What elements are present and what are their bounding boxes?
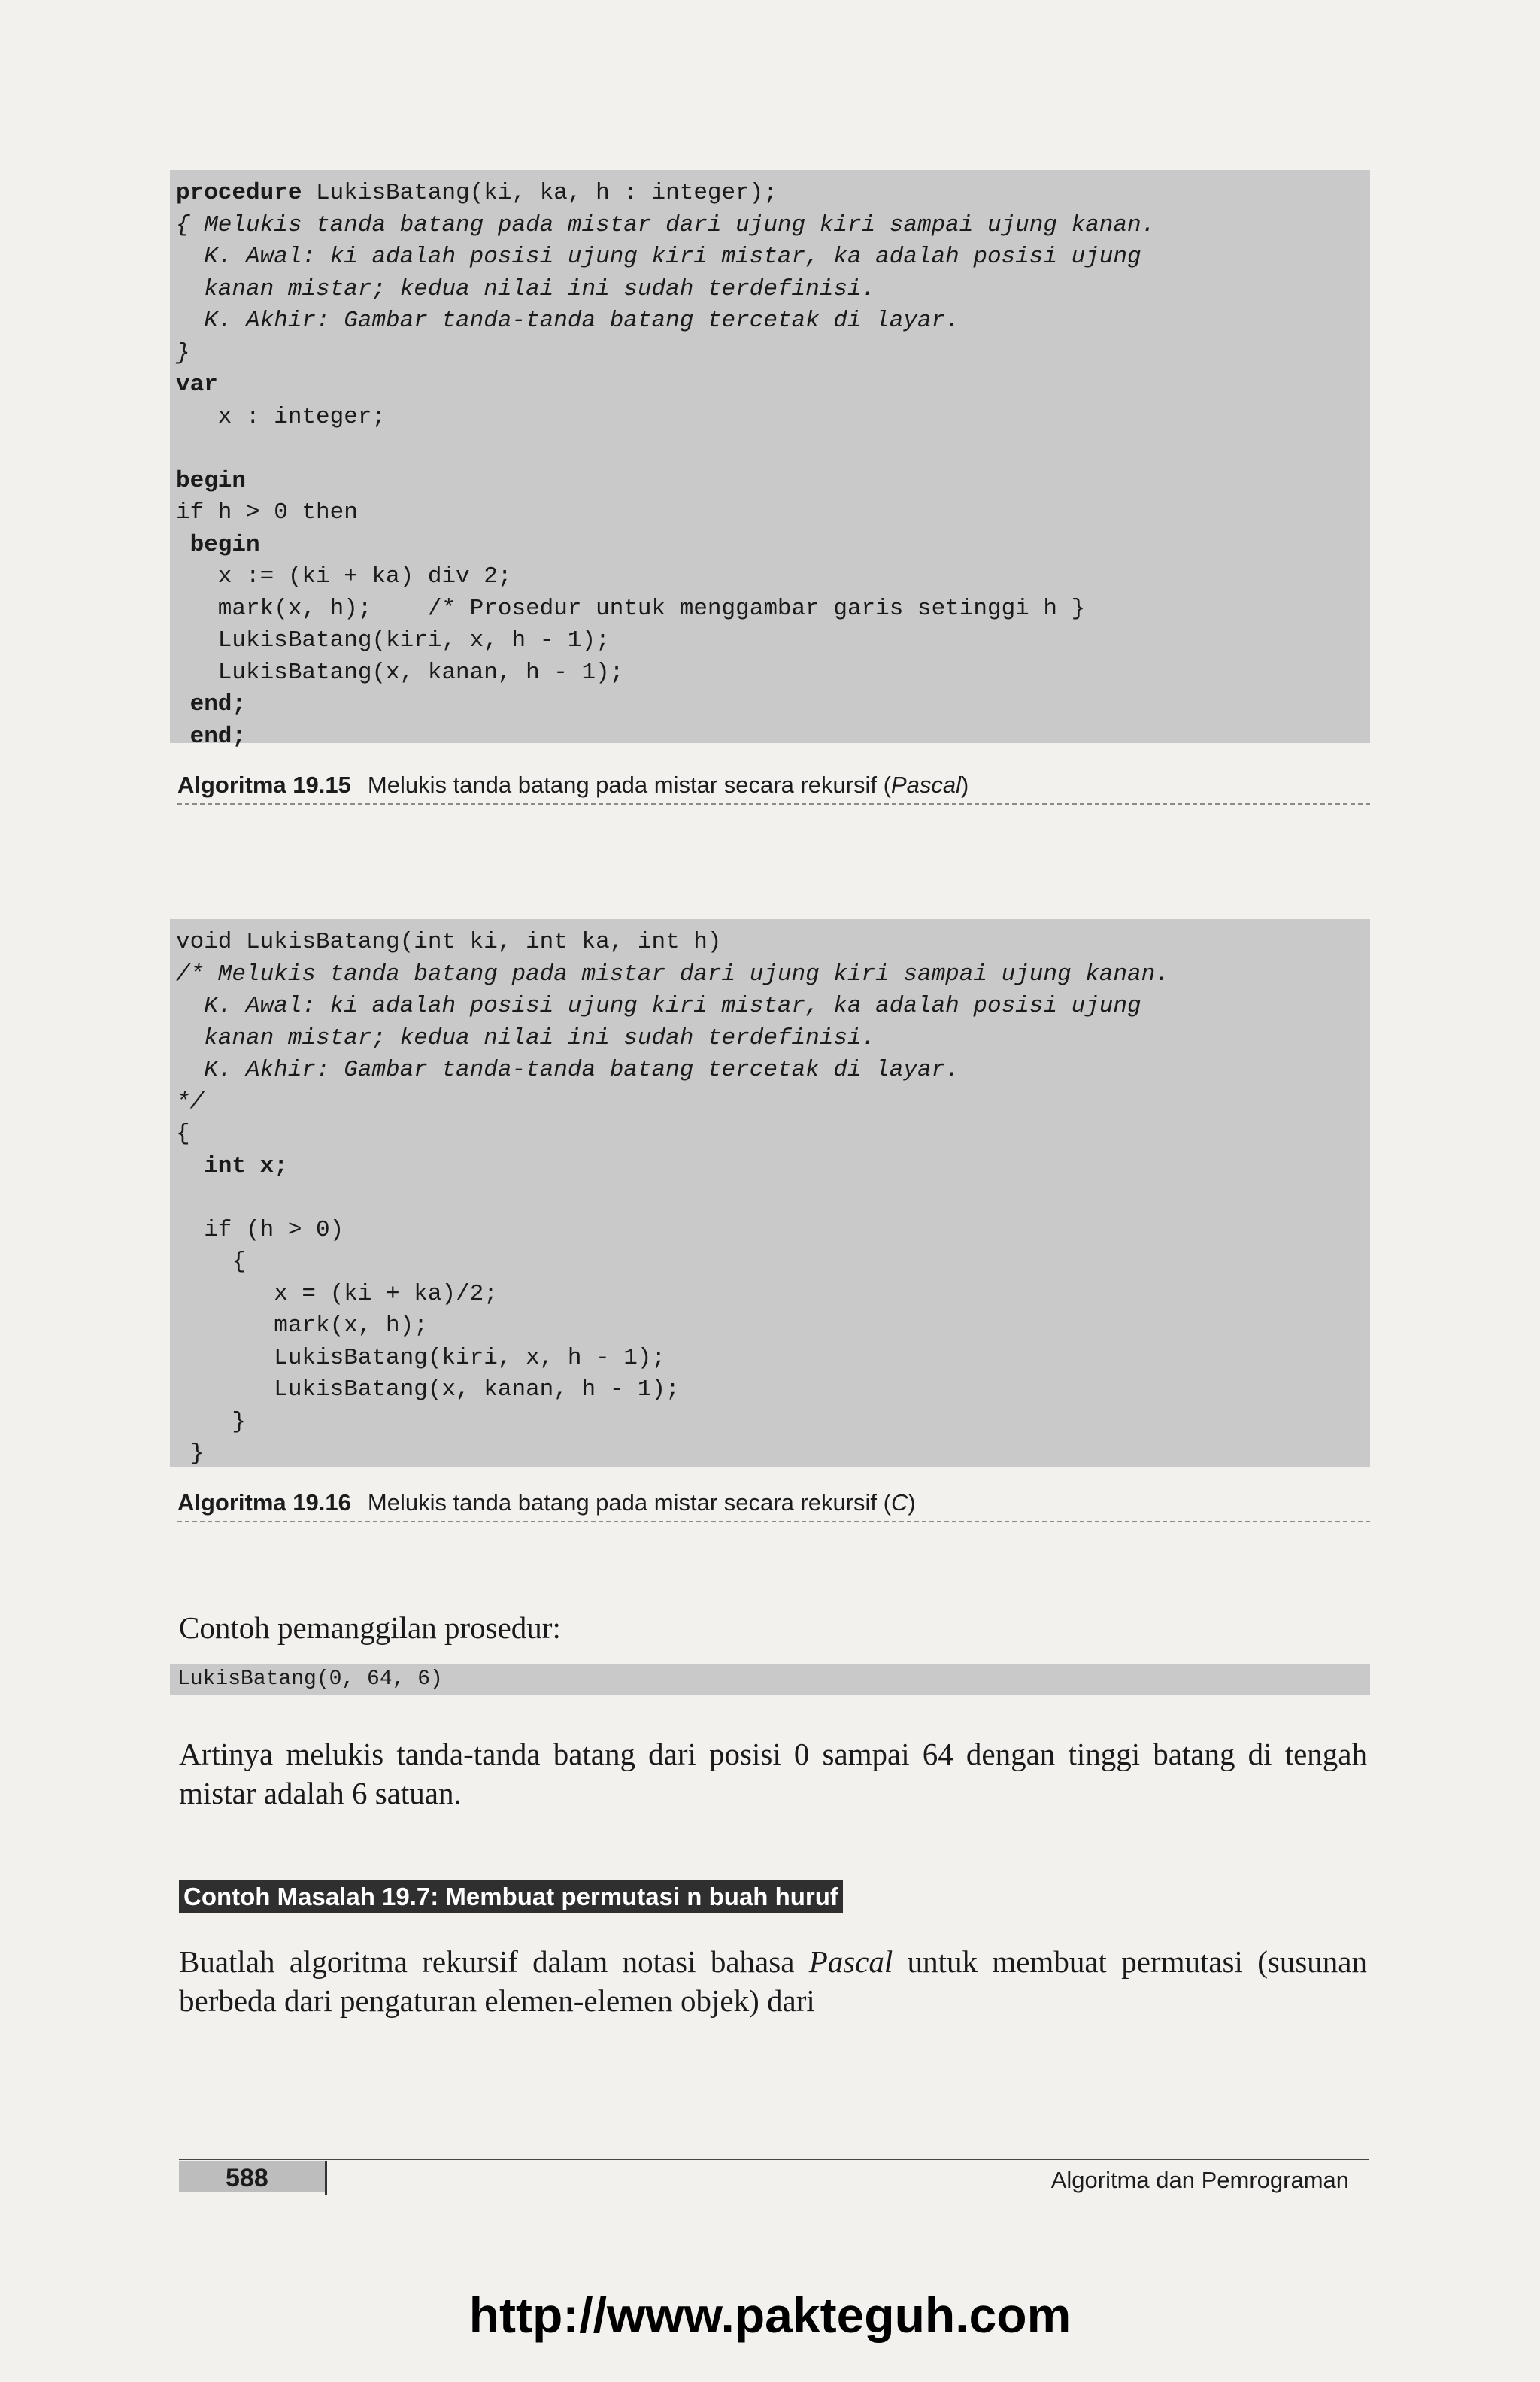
code-line: kanan mistar; kedua nilai ini sudah terdefinisi. bbox=[176, 275, 876, 302]
code-line: LukisBatang(kiri, x, h - 1); bbox=[176, 627, 610, 654]
code-line: LukisBatang(kiri, x, h - 1); bbox=[176, 1344, 666, 1371]
example-call-code: LukisBatang(0, 64, 6) bbox=[170, 1664, 1370, 1695]
code-line bbox=[176, 433, 1370, 466]
footer-rule bbox=[179, 2159, 1369, 2160]
code-line: void LukisBatang(int ki, int ka, int h) bbox=[176, 929, 722, 955]
code-line: mark(x, h); bbox=[176, 1312, 428, 1339]
code-line: if (h > 0) bbox=[176, 1216, 344, 1243]
book-title: Algoritma dan Pemrograman bbox=[1050, 2167, 1349, 2193]
algorithm-caption-c bbox=[177, 1488, 1370, 1522]
code-line: mark(x, h); /* Prosedur untuk menggambar garis setinggi h } bbox=[176, 595, 1086, 622]
code-line: K. Akhir: Gambar tanda-tanda batang tercetak di layar. bbox=[176, 308, 959, 334]
code-line: x : integer; bbox=[176, 403, 387, 430]
code-line: x = (ki + ka)/2; bbox=[176, 1280, 498, 1307]
caption-language: Pascal bbox=[890, 772, 962, 798]
example-heading: Contoh pemanggilan prosedur: bbox=[179, 1610, 561, 1645]
caption-number: Algoritma 19.15 bbox=[177, 772, 351, 798]
caption-language: C bbox=[890, 1489, 908, 1516]
section-banner: Contoh Masalah 19.7: Membuat permutasi n buah huruf bbox=[179, 1880, 843, 1913]
caption-close: ) bbox=[961, 772, 969, 798]
code-line: if h > 0 then bbox=[176, 499, 358, 526]
code-text: LukisBatang(ki, ka, h : integer); bbox=[316, 180, 778, 206]
pascal-code-block bbox=[170, 170, 1370, 750]
watermark-url: http://www.pakteguh.com bbox=[468, 2287, 1072, 2343]
code-line: LukisBatang(x, kanan, h - 1); bbox=[176, 1376, 680, 1403]
code-line: end; bbox=[176, 723, 247, 750]
explanation-paragraph: Artinya melukis tanda-tanda batang dari posisi 0 sampai 64 dengan tinggi batang di tengah mistar adalah 6 satuan. bbox=[179, 1737, 1367, 1810]
code-line bbox=[176, 1182, 1370, 1215]
code-line: procedure LukisBatang(ki, ka, h : integer); bbox=[176, 180, 778, 206]
code-line: begin bbox=[176, 467, 247, 494]
problem-language: Pascal bbox=[808, 1944, 893, 1979]
code-line: /* Melukis tanda batang pada mistar dari ujung kiri sampai ujung kanan. bbox=[176, 960, 1169, 988]
code-line: kanan mistar; kedua nilai ini sudah terdefinisi. bbox=[176, 1024, 876, 1051]
caption-number: Algoritma 19.16 bbox=[177, 1489, 351, 1516]
code-line: end; bbox=[176, 691, 247, 718]
caption-close: ) bbox=[908, 1489, 916, 1516]
footer-divider bbox=[325, 2161, 327, 2195]
code-line: { bbox=[176, 1249, 247, 1275]
caption-text: Melukis tanda batang pada mistar secara rekursif ( bbox=[367, 1489, 891, 1516]
code-line: x := (ki + ka) div 2; bbox=[176, 563, 512, 590]
code-line: } bbox=[176, 1440, 205, 1467]
caption-text: Melukis tanda batang pada mistar secara rekursif ( bbox=[367, 772, 891, 798]
problem-paragraph bbox=[179, 1942, 1367, 2020]
code-line: K. Awal: ki adalah posisi ujung kiri mistar, ka adalah posisi ujung bbox=[176, 244, 1141, 270]
code-line: } bbox=[176, 1408, 247, 1435]
problem-text-start: Buatlah algoritma rekursif dalam notasi bahasa bbox=[179, 1944, 809, 1979]
page-number: 588 bbox=[226, 2164, 268, 2192]
code-line: { bbox=[176, 1121, 190, 1147]
code-line: begin bbox=[176, 531, 260, 558]
code-line: LukisBatang(x, kanan, h - 1); bbox=[176, 659, 624, 686]
code-line: int x; bbox=[176, 1152, 288, 1179]
problem-text-end: untuk membuat permutasi (susunan berbeda dari pengaturan elemen-elemen objek) dari bbox=[179, 1944, 1367, 2018]
code-line: */ bbox=[176, 1088, 205, 1115]
code-line: K. Awal: ki adalah posisi ujung kiri mistar, ka adalah posisi ujung bbox=[176, 993, 1141, 1019]
algorithm-caption-pascal bbox=[177, 770, 1370, 805]
code-line: var bbox=[176, 372, 218, 398]
code-line: } bbox=[176, 339, 190, 366]
code-line: K. Akhir: Gambar tanda-tanda batang tercetak di layar. bbox=[176, 1057, 959, 1083]
code-line: { Melukis tanda batang pada mistar dari ujung kiri sampai ujung kanan. bbox=[176, 211, 1156, 238]
c-code-block bbox=[170, 919, 1370, 1467]
